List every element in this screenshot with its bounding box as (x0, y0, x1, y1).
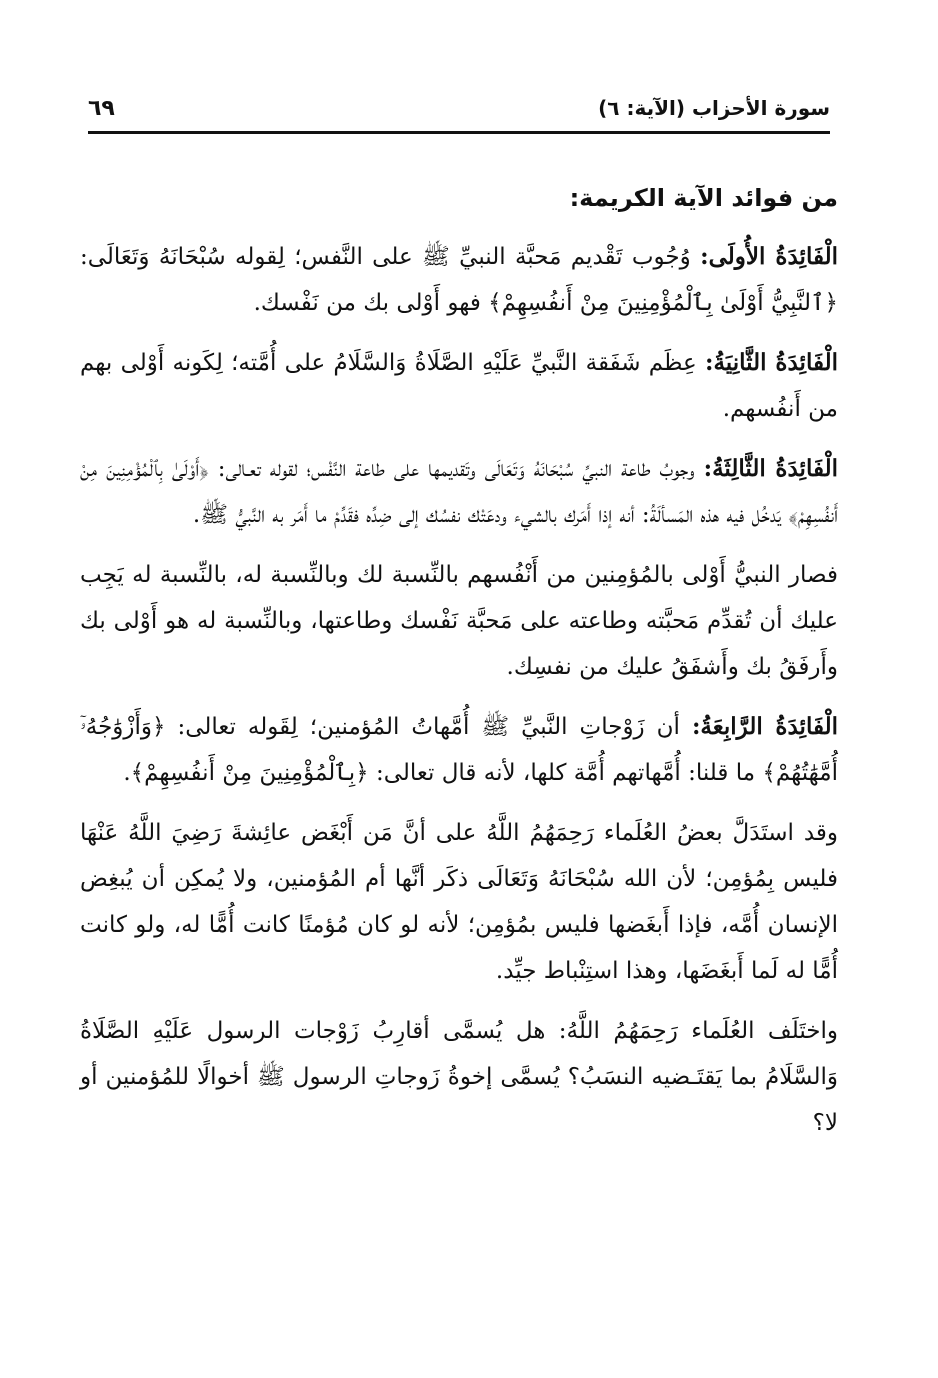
paragraph-text: واختَلَف العُلَماء رَحِمَهُمُ اللَّهُ: هل يُسمَّى أقارِبُ زَوْجات الرسول عَلَيْهِ الصَّلَاةُ وَالسَّلَامُ بما يَقتَـضيه النسَبُ؟ يُسمَّى إخوةُ زَوجاتِ الرسول ﷺ أخوالًا للمُؤمنين أو لا؟ (80, 1018, 838, 1136)
paragraph-scholars-dispute (80, 1008, 838, 1146)
page-body (80, 176, 838, 1160)
paragraph-explanation (80, 552, 838, 690)
page-header (88, 96, 830, 132)
header-divider (88, 131, 830, 134)
paragraph-inference (80, 810, 838, 994)
section-title: من فوائد الآية الكريمة: (569, 184, 838, 212)
paragraph-benefit-4 (80, 704, 838, 796)
benefit-label: الْفَائِدَةُ الرَّابِعَةُ: (691, 713, 838, 740)
paragraph-text: وُجُوب تَقْديم مَحبَّة النبيِّ ﷺ على النَّفس؛ لِقوله سُبْحَانَهُ وَتَعَالَى: ﴿ٱلنَّبِيُّ أَوْلَىٰ بِٱلْمُؤْمِنِينَ مِنْ أَنفُسِهِمْ﴾ فهو أَوْلى بك من نَفْسك. (80, 244, 838, 316)
paragraph-text: أن زَوْجاتِ النَّبيِّ ﷺ أُمَّهاتُ المُؤمنين؛ لِقَوله تعالى: ﴿وَأَزْوَٰجُهُۥٓ أُمَّهَٰتُهُمْ﴾ ما قلنا: أُمَّهاتهم أُمَّة كلها، لأنه قال تعالى: ﴿بِٱلْمُؤْمِنِينَ مِنْ أَنفُسِهِمْ﴾. (80, 714, 838, 786)
paragraph-benefit-2 (80, 340, 838, 432)
paragraph-benefit-3 (80, 446, 838, 538)
paragraph-benefit-1 (80, 234, 838, 326)
paragraph-text: وجوبُ طاعة النبيِّ سُبْحَانَهُ وَتَعَالَى وتَقديمها على طاعة النَّفْس؛ لقوله تعـالى: ﴿أَوْلَىٰ بِٱلْمُؤْمِنِينَ مِنْ أَنفُسِهِمْ﴾ يَدخُل فيه هذه المَسألَةُ: أنه إذا أَمَرك بالشيء ودعَتْك نفسُك إلى ضِدِّه فقَدِّمْ ما أَمَر به النَّبيُّ ﷺ. (80, 456, 838, 528)
benefit-label: الْفَائِدَةُ الثَّالِثَةُ: (703, 455, 838, 482)
page-number: ٦٩ (88, 96, 115, 121)
benefit-label: الْفَائِدَةُ الثَّانِيَةُ: (704, 349, 838, 376)
surah-title: سورة الأحزاب (الآية: ٦) (598, 96, 830, 120)
benefit-label: الْفَائِدَةُ الأُولَى: (700, 243, 838, 270)
paragraph-text: عِظَم شَفَقة النَّبيِّ عَلَيْهِ الصَّلَاةُ وَالسَّلَامُ على أُمَّته؛ لِكَونه أَوْلى بهم من أَنفُسهم. (80, 350, 838, 422)
paragraph-text: فصار النبيُّ أَوْلى بالمُؤمِنين من أَنْفُسهم بالنِّسبة لك وبالنِّسبة له، بالنِّسبة له يَجِب عليك أن تُقدِّم مَحبَّته وطاعته على مَحبَّة نَفْسك وطاعتها، وبالنِّسبة له هو أَوْلى بك وأَرفَقُ بك وأَشفَقُ عليك من نفسِك. (80, 562, 838, 680)
paragraph-text: وقد استَدَلَّ بعضُ العُلَماء رَحِمَهُمُ اللَّهُ على أنَّ مَن أَبْغَض عائِشةَ رَضِيَ اللَّهُ عَنْهَا فليس بِمُؤمِن؛ لأن الله سُبْحَانَهُ وَتَعَالَى ذكَر أنَّها أم المُؤمنين، ولا يُمكِن أن يُبغِض الإنسان أُمَّه، فإذا أَبغَضها فليس بمُؤمِن؛ لأنه لو كان مُؤمنًا كانت أُمًّا له، ولو كانت أُمًّا له لَما أَبغَضَها، وهذا استِنْباط جيِّد. (80, 820, 838, 984)
